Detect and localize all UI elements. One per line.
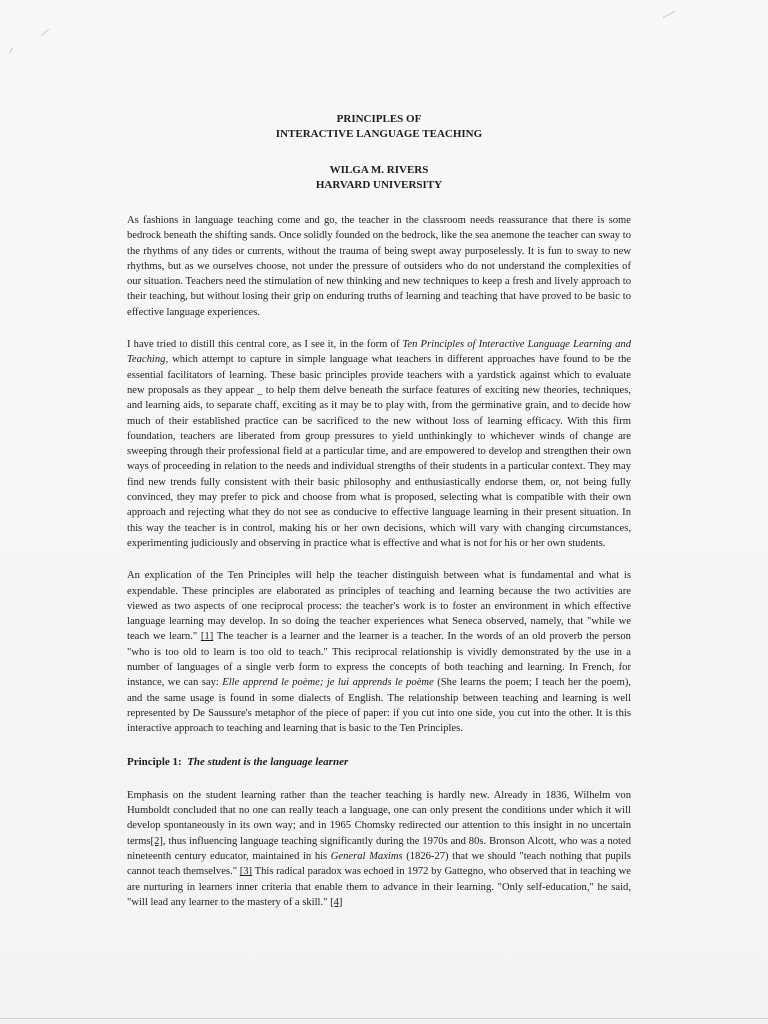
paragraph-3 — [127, 568, 631, 736]
principle-1-heading — [127, 755, 631, 770]
scan-mark — [9, 48, 13, 54]
scan-mark — [41, 29, 49, 36]
author-block — [127, 163, 631, 193]
paragraph-4-text-d: This radical paradox was echoed in 1972 by Gattegno, who observed that in teaching we are nurturing in learners inner criteria that enable them to advance in their learning. "Only self-education," he said, "will lead any learner to the mastery of a skill." — [127, 866, 631, 908]
document-body — [127, 112, 631, 910]
footnote-ref-4[interactable]: [4] — [330, 896, 343, 908]
paragraph-2-text-a: I have tried to distill this central core, as I see it, in the form of — [127, 339, 403, 351]
title-line-2: INTERACTIVE LANGUAGE TEACHING — [275, 128, 483, 140]
paragraph-3-italic: Elle apprend le poème; je lui apprends le poème — [222, 677, 434, 689]
paragraph-2-italic: Ten Principles of Interactive Language Learning and Teaching, — [127, 339, 631, 366]
paragraph-1: As fashions in language teaching come and go, the teacher in the classroom needs reassurance that there is some bedrock beneath the shifting sands. Once solidly founded on the bedrock, like the sea anemone the teacher can sway to the rhythms of any tides or currents, without the trauma of being swept away purposelessly. It is fun to sway to new rhythms, but as we ourselves choose, not under the pressure of outsiders who do not understand the complexities of our situation. Teachers need the stimulation of new thinking and new techniques to keep a fresh and lively approach to their teaching, but without losing their grip on enduring truths of learning and teaching that have proved to be basic to effective language experiences. — [127, 215, 631, 318]
author-name: WILGA M. RIVERS — [329, 164, 429, 176]
paragraph-4-text-b: , thus influencing language teaching significantly during the 1970s and 80s. Bronson Alcott, who was a noted nineteenth century educator, maintained in his — [127, 835, 631, 862]
paragraph-2-text-b: which attempt to capture in simple language what teachers in different approaches have found to be the essential facilitators of learning. These basic principles provide teachers with a yardstick against which to evaluate new proposals as they appear _ to help them delve beneath the surface features of exciting new theories, techniques, and learning aids, to separate chaff, exciting as it may be to play with, from the germinative grain, and to decide how much of their established practice can be sacrificed to the new without loss of learning efficacy. With this firm foundation, teachers are liberated from group pressures to yield unthinkingly to whichever winds of change are sweeping through their professional field at a particular time, and are empowered to develop and strengthen their own ways of proceeding in relation to the needs and individual strengths of their students in a particular context. They may find new trends fully consistent with their basic philosophy and enthusiastically endorse them, or, not being fully convinced, they may prefer to pick and choose from what is proposed, selecting what is compatible with their own approach and rejecting what they do not see as conducive to effective language learning in their present situation. In this way the teacher is in control, making his or her own decisions, which will vary with changing circumstances, experimenting judiciously and observing in practice what is effective and what is not for his or her own students. — [127, 354, 631, 549]
paragraph-4-text-a: Emphasis on the student learning rather than the teacher teaching is hardly new. Already in 1836, Wilhelm von Humboldt concluded that no one can really teach a language, one can only present the conditions under which it will develop spontaneously in its own way; and in 1965 Chomsky redirected our attention to this insight in no uncertain terms — [127, 789, 631, 847]
footnote-ref-2[interactable]: [2] — [150, 835, 163, 847]
paragraph-4 — [127, 788, 631, 910]
title-line-1: PRINCIPLES OF — [336, 113, 422, 125]
paragraph-2 — [127, 337, 631, 551]
paragraph-3-text-b: The teacher is a learner and the learner is a teacher. In the words of an old proverb the person "who is too old to learn is too old to teach." This reciprocal relationship is vividly demonstrated by the use in a number of languages of a single verb form to express the concepts of both teaching and learning. In French, for instance, we can say: — [127, 631, 631, 689]
scan-mark — [663, 11, 676, 18]
footnote-ref-3[interactable]: [3] — [239, 866, 253, 878]
author-affiliation: HARVARD UNIVERSITY — [315, 179, 443, 191]
footnote-ref-1[interactable]: [1] — [200, 631, 214, 643]
paragraph-4-italic: General Maxims — [330, 850, 403, 862]
paragraph-4-text-c: (1826-27) that we should "teach nothing that pupils cannot teach themselves." — [127, 850, 631, 878]
principle-1-title: The student is the language learner — [187, 755, 349, 768]
document-title — [127, 112, 631, 142]
paragraph-3-text-c: (She learns the poem; I teach her the poem), and the same usage is found in some dialects of English. The relationship between teaching and learning is well represented by De Saussure's metaphor of the piece of paper: if you cut into one side, you cut into the other. It is this interactive approach to teaching and learning that is basic to the Ten Principles. — [127, 677, 631, 735]
principle-1-label: Principle 1: — [127, 755, 182, 768]
paragraph-3-text-a: An explication of the Ten Principles will help the teacher distinguish between what is fundamental and what is expendable. These principles are elaborated as principles of teaching and learning because the two activities are viewed as two aspects of one reciprocal process: the teacher's work is to foster an environment in which effective language learning may develop. In so doing the teacher experiences what Seneca observed, namely, that "while we teach we learn." — [127, 570, 631, 643]
page-bottom-edge — [0, 1018, 768, 1019]
